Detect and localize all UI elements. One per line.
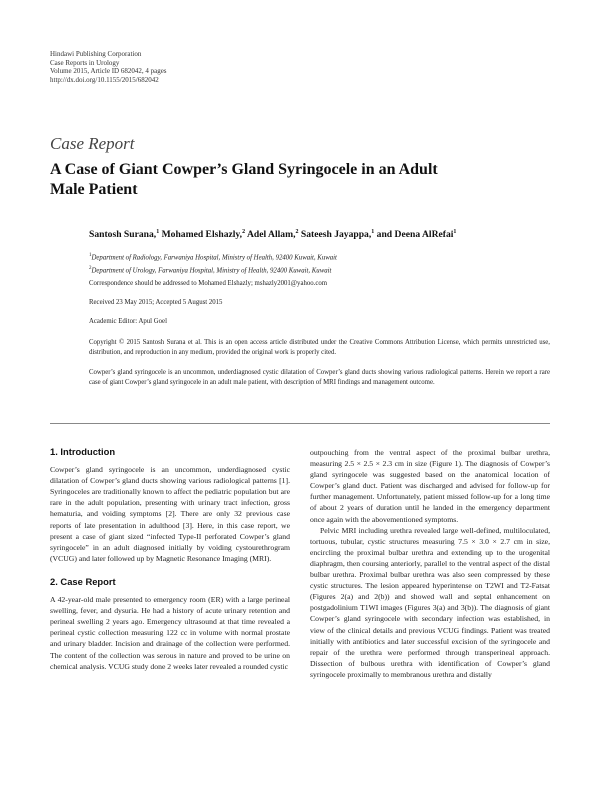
author: Mohamed Elshazly,$^2$ [161,229,246,241]
right-column [310,447,550,680]
author: Sateesh Jayappa,$^1$ [300,229,375,241]
publisher: Hindawi Publishing Corporation [50,50,142,58]
author-list [89,229,456,240]
section-divider [50,423,550,424]
section-heading: 2. Case Report [50,575,116,587]
author: Santosh Surana,$^1$ [89,229,160,241]
paragraph: A 42-year-old male presented to emergency room (ER) with a large perineal swelling, fever, and dysuria. He had a history of acute urinary retention and perineal swelling 2 years ago. Emergency ultrasound at that time revealed a perineal cystic collection measuring 122 cc in volume with normal prostate and urinary bladder. Incision and drainage of the collection were performed. The content of the collection was serous in nature and proved to be urine on chemical analysis. VCUG study done 2 weeks later revealed a rounded cystic [50,595,290,671]
author: and Deena AlRefai$^1$ [376,229,457,241]
affiliation: $^1$Department of Radiology, Farwaniya Hospital, Ministry of Health, 92400 Kuwait, Kuwait [89,253,337,262]
academic-editor: Academic Editor: Apul Goel [89,318,167,325]
paragraph: Pelvic MRI including urethra revealed large well-defined, multiloculated, tortuous, tubular, cystic structures measuring 7.5 × 3.0 × 2.7 cm in size, encircling the proximal bulbar urethra and extending up to the urogenital diaphragm, then coursing anteriorly, parallel to the ventral aspect of the distal bulbar urethra. Proximal bulbar urethra was also seen compressed by these cystic structures. The lesion appeared hyperintense on T2WI and T2-Fatsat (Figures 2(a) and 2(b)) and showed wall and septal enhancement on postgadolinium T1WI images (Figures 3(a) and 3(b)). The diagnosis of giant Cowper’s gland syringocele with secondary infection was established, in view of the clinical details and previous VCUG findings. Patient was treated initially with antibiotics and later successful excision of the syringocele and repair of the urethra were performed through transperineal approach. Dissection of bulbous urethra with identification of Cowper’s gland syringocele proximally to membranous urethra and distally [310,525,550,679]
author: Adel Allam,$^2$ [246,229,299,241]
journal-name: Case Reports in Urology [50,58,120,67]
section-heading: 1. Introduction [50,446,116,457]
paragraph: outpouching from the ventral aspect of the proximal bulbar urethra, measuring 2.5 × 2.5 × 2.3 cm in size (Figure 1). The diagnosis of Cowper’s gland syringocele was suggested based on the anatomical location of Cowper’s gland duct. Patient was discharged and advised for follow-up for further management. Unfortunately, patient missed follow-up for a long time of about 2 years of duration until he landed in the emergency department once again with the abovementioned symptoms. [310,448,550,524]
paper-title: A Case of Giant Cowper’s Gland Syringocele in an Adult Male Patient [50,161,438,198]
copyright-notice: Copyright © 2015 Santosh Surana et al. This is an open access article distributed under the Creative Commons Attribution License, which permits unrestricted use, distribution, and reproduction in any medium, provided the original work is properly cited. [89,339,550,357]
dates: Received 23 May 2015; Accepted 5 August 2015 [89,299,223,306]
left-column [50,446,290,672]
abstract: Cowper’s gland syringocele is an uncommon, underdiagnosed cystic dilatation of Cowper’s gland ducts showing various radiological patterns. Herein we report a rare case of giant Cowper’s gland syringocele in an adult male patient, with description of MRI findings and management outcome. [89,369,550,387]
doi-link[interactable]: http://dx.doi.org/10.1155/2015/682042 [50,75,159,84]
journal-header [50,50,167,84]
correspondence: Correspondence should be addressed to Mohamed Elshazly; mshazly2001@yahoo.com [89,280,328,287]
volume-info: Volume 2015, Article ID 682042, 4 pages [50,67,167,76]
affiliations [89,250,337,277]
paragraph: Cowper’s gland syringocele is an uncommon, underdiagnosed cystic dilatation of Cowper’s gland ducts showing various radiological patterns [1]. Syringoceles are traditionally known to affect the pediatric population but are rare in the adult population, presenting with urinary tract infection, gross hematuria, and voiding symptoms [2]. There are only 32 previous case reports of late presentation in adulthood [3]. Here, in this case report, we present a case of giant sized “infected Type-II perforated Cowper’s gland syringocele” in an adult diagnosed initially by voiding cystourethrogram (VCUG) and later followed up by Magnetic Resonance Imaging (MRI). [50,465,290,563]
article-type: Case Report [50,134,135,153]
affiliation: $^2$Department of Urology, Farwaniya Hospital, Ministry of Health, 92400 Kuwait, Kuwait [89,266,332,275]
